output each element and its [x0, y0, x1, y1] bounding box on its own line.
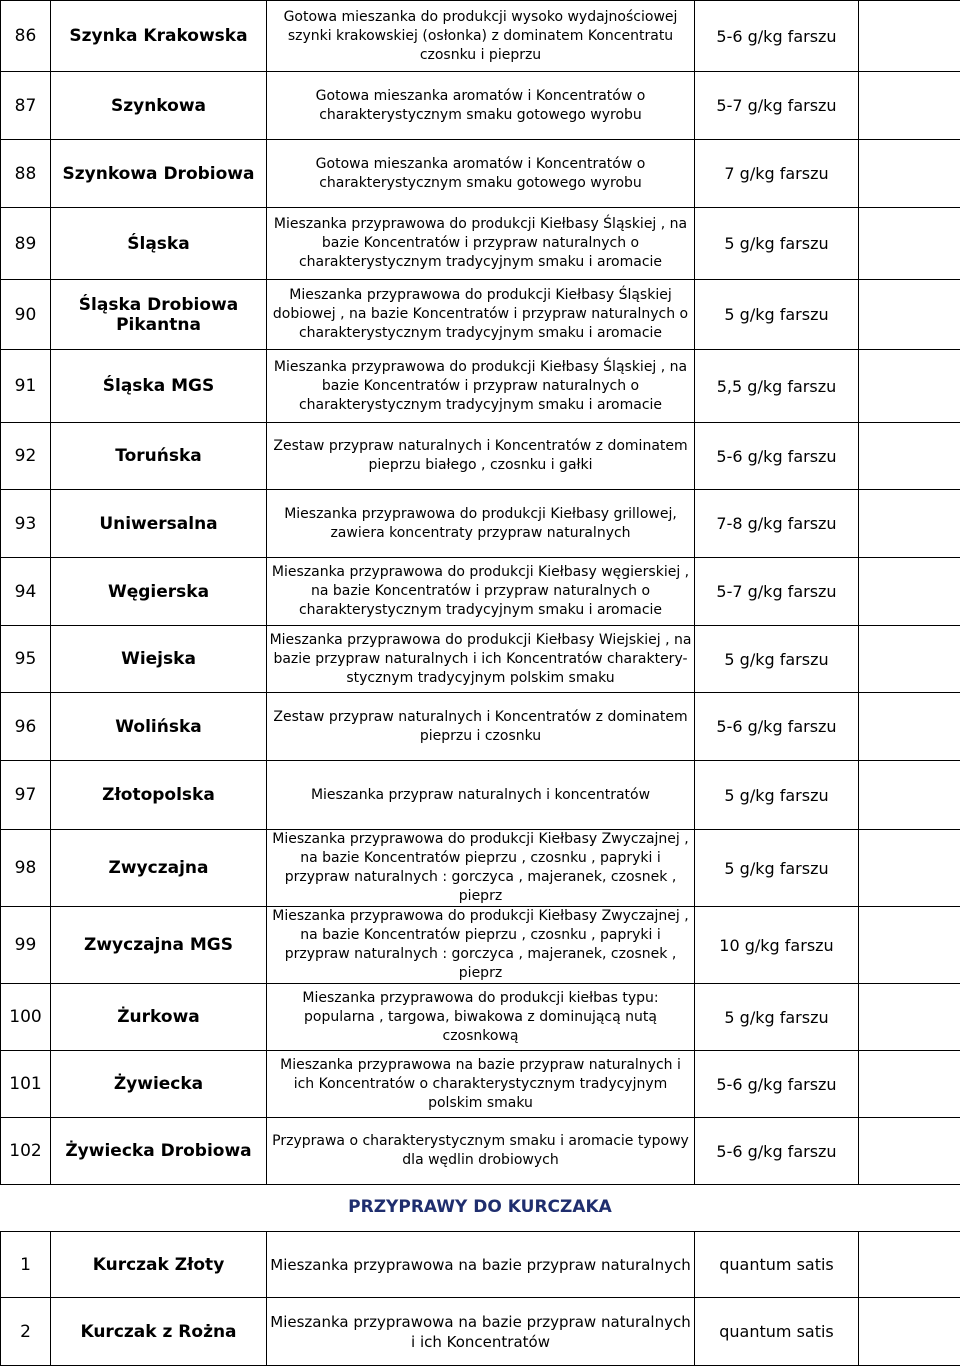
table-row	[1, 1051, 960, 1118]
product-name: Szynkowa	[51, 72, 267, 140]
product-dose: 5-6 g/kg farszu	[695, 423, 859, 490]
product-description: Mieszanka przyprawowa do produkcji Kiełbasy Wiejskiej , na bazie przypraw naturalnych i ich Koncentratów charaktery- stycznym tradycyjnym polskim smaku	[267, 626, 695, 693]
row-number: 99	[1, 907, 51, 984]
empty-cell	[859, 280, 960, 350]
product-dose: 5 g/kg farszu	[695, 830, 859, 907]
row-number: 98	[1, 830, 51, 907]
product-name: Uniwersalna	[51, 490, 267, 558]
product-name: Żywiecka	[51, 1051, 267, 1118]
product-description: Zestaw przypraw naturalnych i Koncentratów z dominatem pieprzu i czosnku	[267, 693, 695, 761]
empty-cell	[859, 1232, 960, 1298]
product-name: Śląska Drobiowa Pikantna	[51, 280, 267, 350]
row-number: 92	[1, 423, 51, 490]
product-dose: 5-6 g/kg farszu	[695, 693, 859, 761]
product-description: Mieszanka przyprawowa do produkcji Kiełbasy Śląskiej dobiowej , na bazie Koncentratów i przypraw naturalnych o charakterystycznym tradycyjnym smaku i aromacie	[267, 280, 695, 350]
product-dose: 5-6 g/kg farszu	[695, 1118, 859, 1185]
table-row	[1, 830, 960, 907]
empty-cell	[859, 72, 960, 140]
product-description: Przyprawa o charakterystycznym smaku i aromacie typowy dla wędlin drobiowych	[267, 1118, 695, 1185]
empty-cell	[859, 490, 960, 558]
product-description: Mieszanka przyprawowa do produkcji Kiełbasy węgierskiej , na bazie Koncentratów i przypraw naturalnych o charakterystycznym tradycyjnym smaku i aromacie	[267, 558, 695, 626]
table-row	[1, 626, 960, 693]
product-description: Gotowa mieszanka do produkcji wysoko wydajnościowej szynki krakowskiej (osłonka) z dominatem Koncentratu czosnku i pieprzu	[267, 1, 695, 72]
row-number: 2	[1, 1298, 51, 1366]
product-description: Mieszanka przyprawowa na bazie przypraw naturalnych	[267, 1232, 695, 1298]
row-number: 97	[1, 761, 51, 830]
product-dose: 5-6 g/kg farszu	[695, 1, 859, 72]
product-name: Szynkowa Drobiowa	[51, 140, 267, 208]
empty-cell	[859, 350, 960, 423]
product-name: Zwyczajna MGS	[51, 907, 267, 984]
table-row	[1, 558, 960, 626]
product-dose: 5 g/kg farszu	[695, 208, 859, 280]
product-name: Śląska	[51, 208, 267, 280]
product-name: Złotopolska	[51, 761, 267, 830]
product-name: Zwyczajna	[51, 830, 267, 907]
product-dose: 5 g/kg farszu	[695, 280, 859, 350]
table-row	[1, 140, 960, 208]
product-name: Toruńska	[51, 423, 267, 490]
product-description: Mieszanka przyprawowa do produkcji Kiełbasy grillowej, zawiera koncentraty przypraw naturalnych	[267, 490, 695, 558]
product-dose: 7-8 g/kg farszu	[695, 490, 859, 558]
product-description: Mieszanka przyprawowa do produkcji Kiełbasy Zwyczajnej , na bazie Koncentratów pieprzu , czosnku , papryki i przypraw naturalnych : gorczyca , majeranek, czosnek , pieprz	[267, 830, 695, 907]
product-name: Żywiecka Drobiowa	[51, 1118, 267, 1185]
table-row	[1, 1, 960, 72]
product-description: Mieszanka przyprawowa do produkcji Kiełbasy Zwyczajnej , na bazie Koncentratów pieprzu , czosnku , papryki i przypraw naturalnych : gorczyca , majeranek, czosnek , pieprz	[267, 907, 695, 984]
row-number: 94	[1, 558, 51, 626]
product-description: Gotowa mieszanka aromatów i Koncentratów o charakterystycznym smaku gotowego wyrobu	[267, 72, 695, 140]
row-number: 96	[1, 693, 51, 761]
row-number: 91	[1, 350, 51, 423]
product-description: Zestaw przypraw naturalnych i Koncentratów z dominatem pieprzu białego , czosnku i gałki	[267, 423, 695, 490]
row-number: 93	[1, 490, 51, 558]
empty-cell	[859, 907, 960, 984]
empty-cell	[859, 1, 960, 72]
product-description: Mieszanka przyprawowa do produkcji kiełbas typu: popularna , targowa, biwakowa z dominującą nutą czosnkową	[267, 984, 695, 1051]
table-row	[1, 907, 960, 984]
product-name: Wiejska	[51, 626, 267, 693]
empty-cell	[859, 1118, 960, 1185]
row-number: 86	[1, 1, 51, 72]
empty-cell	[859, 693, 960, 761]
empty-cell	[859, 626, 960, 693]
chicken-table	[0, 1231, 960, 1366]
empty-cell	[859, 1051, 960, 1118]
section-title: PRZYPRAWY DO KURCZAKA	[0, 1197, 960, 1217]
product-name: Kurczak z Rożna	[51, 1298, 267, 1366]
empty-cell	[859, 140, 960, 208]
table-row	[1, 1232, 960, 1298]
product-dose: 5-6 g/kg farszu	[695, 1051, 859, 1118]
product-dose: 7 g/kg farszu	[695, 140, 859, 208]
product-name: Żurkowa	[51, 984, 267, 1051]
product-description: Mieszanka przyprawowa do produkcji Kiełbasy Śląskiej , na bazie Koncentratów i przypraw naturalnych o charakterystycznym tradycyjnym smaku i aromacie	[267, 350, 695, 423]
product-description: Mieszanka przyprawowa na bazie przypraw naturalnych i ich Koncentratów o charakterystycznym tradycyjnym polskim smaku	[267, 1051, 695, 1118]
product-dose: 10 g/kg farszu	[695, 907, 859, 984]
row-number: 1	[1, 1232, 51, 1298]
product-name: Śląska MGS	[51, 350, 267, 423]
product-name: Kurczak Złoty	[51, 1232, 267, 1298]
product-dose: 5-7 g/kg farszu	[695, 72, 859, 140]
row-number: 87	[1, 72, 51, 140]
empty-cell	[859, 208, 960, 280]
product-dose: 5-7 g/kg farszu	[695, 558, 859, 626]
product-description: Mieszanka przyprawowa na bazie przypraw naturalnych i ich Koncentratów	[267, 1298, 695, 1366]
row-number: 95	[1, 626, 51, 693]
empty-cell	[859, 1298, 960, 1366]
empty-cell	[859, 558, 960, 626]
product-dose: 5 g/kg farszu	[695, 984, 859, 1051]
table-row	[1, 423, 960, 490]
product-description: Gotowa mieszanka aromatów i Koncentratów o charakterystycznym smaku gotowego wyrobu	[267, 140, 695, 208]
empty-cell	[859, 984, 960, 1051]
row-number: 102	[1, 1118, 51, 1185]
product-name: Węgierska	[51, 558, 267, 626]
product-dose: quantum satis	[695, 1298, 859, 1366]
product-description: Mieszanka przyprawowa do produkcji Kiełbasy Śląskiej , na bazie Koncentratów i przypraw naturalnych o charakterystycznym tradycyjnym smaku i aromacie	[267, 208, 695, 280]
table-row	[1, 693, 960, 761]
table-row	[1, 280, 960, 350]
table-row	[1, 984, 960, 1051]
empty-cell	[859, 830, 960, 907]
product-name: Szynka Krakowska	[51, 1, 267, 72]
table-row	[1, 490, 960, 558]
row-number: 90	[1, 280, 51, 350]
product-dose: 5 g/kg farszu	[695, 626, 859, 693]
product-dose: quantum satis	[695, 1232, 859, 1298]
empty-cell	[859, 423, 960, 490]
product-name: Wolińska	[51, 693, 267, 761]
row-number: 89	[1, 208, 51, 280]
table-row	[1, 208, 960, 280]
table-row	[1, 1118, 960, 1185]
row-number: 88	[1, 140, 51, 208]
row-number: 100	[1, 984, 51, 1051]
table-row	[1, 1298, 960, 1366]
table-row	[1, 350, 960, 423]
empty-cell	[859, 761, 960, 830]
product-dose: 5,5 g/kg farszu	[695, 350, 859, 423]
row-number: 101	[1, 1051, 51, 1118]
table-row	[1, 761, 960, 830]
product-dose: 5 g/kg farszu	[695, 761, 859, 830]
table-row	[1, 72, 960, 140]
product-description: Mieszanka przypraw naturalnych i koncentratów	[267, 761, 695, 830]
